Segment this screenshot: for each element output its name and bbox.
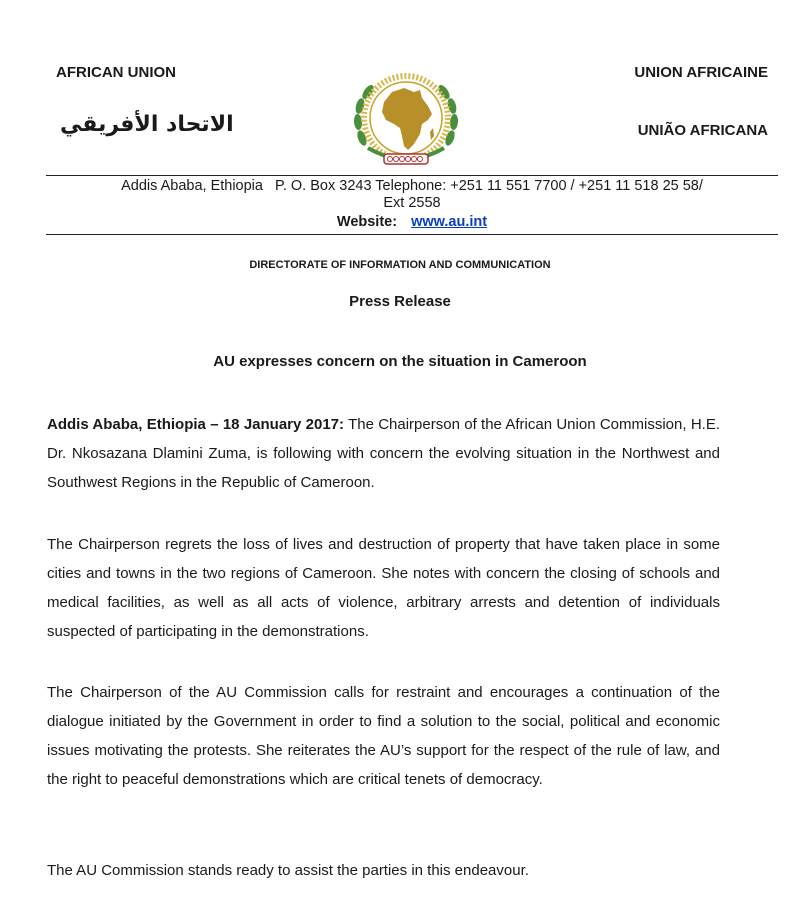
press-release-title: AU expresses concern on the situation in Cameroon (213, 353, 587, 370)
paragraph-2: The Chairperson regrets the loss of lives and destruction of property that have taken place in some cities and towns in the two regions of Cameroon. She notes with concern the closing of schools and medical facilities, as well as all acts of violence, arbitrary arrests and detention of individuals suspected of participating in the demonstrations. (47, 536, 720, 640)
address-line-2: Ext 2558 (383, 195, 441, 211)
paragraph-1-text: The Chairperson of the African Union Commission, H.E. Dr. Nkosazana Dlamini Zuma, is following with concern the evolving situation in the Northwest and Southwest Regions in the Republic of Cameroon. (47, 416, 721, 491)
african-union-emblem-icon (348, 66, 464, 178)
dateline: Addis Ababa, Ethiopia – 18 January 2017: (47, 416, 345, 433)
paragraph-1 (47, 410, 720, 497)
header-rule-bottom (46, 234, 778, 235)
org-name-english: AFRICAN UNION (56, 64, 176, 81)
org-name-french: UNION AFRICAINE (634, 64, 768, 81)
document-type: Press Release (349, 293, 451, 310)
website-line (46, 214, 778, 230)
header-rule-top (46, 175, 778, 176)
paragraph-4: The AU Commission stands ready to assist the parties in this endeavour. (47, 862, 529, 879)
website-label: Website: (336, 214, 398, 230)
address-block (46, 178, 778, 212)
paragraph-3: The Chairperson of the AU Commission calls for restraint and encourages a continuation of the dialogue initiated by the Government in order to find a solution to the social, political and economic issues motivating the protests. She reiterates the AU’s support for the respect of the rule of law, and the right to peaceful demonstrations which are critical tenets of democracy. (47, 684, 720, 788)
address-line-1: Addis Ababa, Ethiopia P. O. Box 3243 Telephone: +251 11 551 7700 / +251 11 518 25 58/ (121, 178, 703, 194)
directorate-heading: DIRECTORATE OF INFORMATION AND COMMUNICATION (249, 259, 551, 271)
org-name-portuguese: UNIÃO AFRICANA (637, 122, 768, 139)
org-name-arabic: الاتحاد الأفريقي (60, 112, 234, 137)
website-link[interactable]: www.au.int (411, 214, 488, 230)
